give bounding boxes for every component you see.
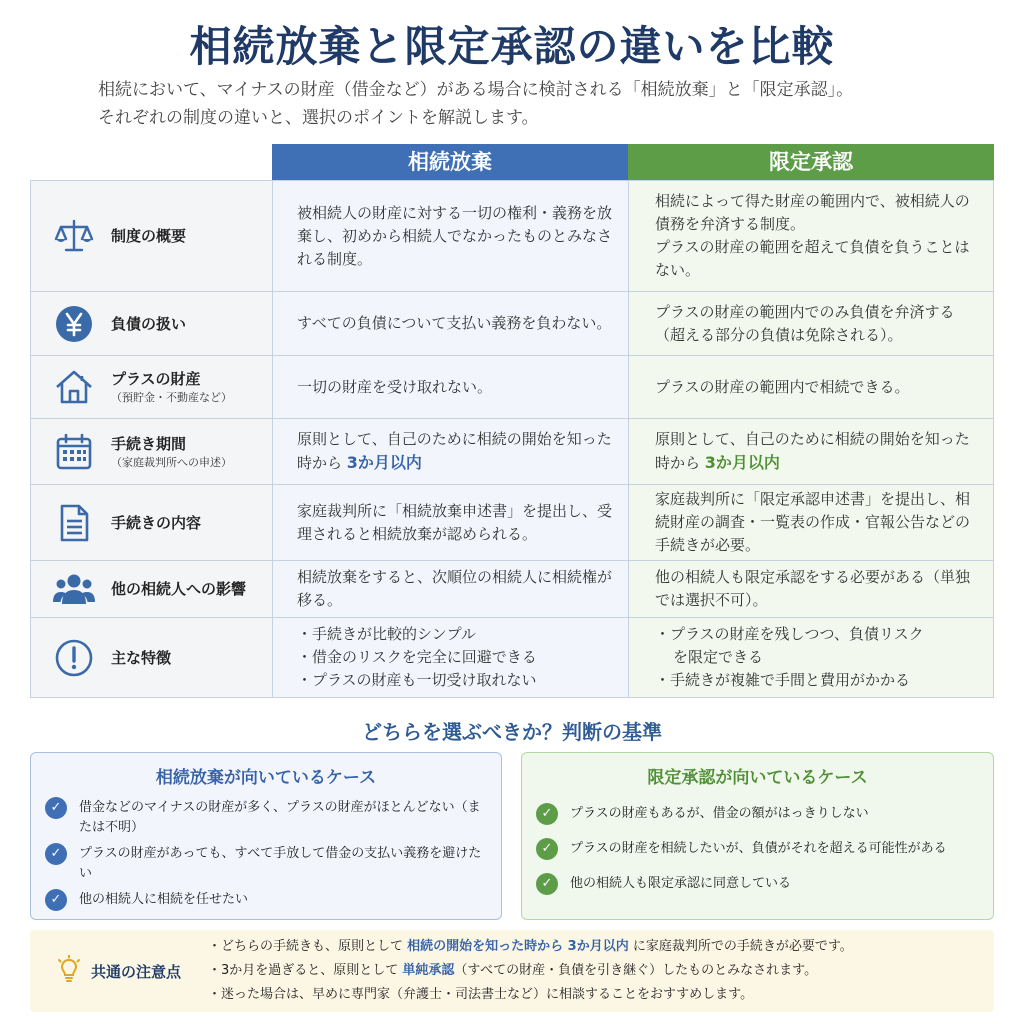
case-box-souzoku-houki (30, 752, 502, 920)
feature-item: ・手続きが比較的シンプル (297, 625, 477, 643)
cell-text: 相続によって得た財産の範囲内で、被相続人の債務を弁済する制度。 (655, 192, 970, 233)
case-list (522, 804, 993, 895)
row-label: 制度の概要 (111, 227, 187, 245)
feature-item: ・プラスの財産を残しつつ、負債リスク (655, 625, 924, 643)
calendar-icon (53, 431, 95, 473)
row-label-sub: （家庭裁判所への申述） (111, 455, 232, 469)
cell-souzoku-houki (273, 356, 629, 418)
check-icon: ✓ (45, 797, 67, 819)
list-item-text: 他の相続人も限定承認に同意している (570, 876, 792, 891)
cell-text: 被相続人の財産に対する一切の権利・義務を放棄し、初めから相続人でなかったものとみなされる制度。 (297, 203, 613, 268)
note-header (30, 955, 208, 987)
cell-text: 一切の財産を受け取れない。 (297, 377, 493, 396)
list-item (536, 839, 979, 860)
row-label: 他の相続人への影響 (111, 580, 247, 598)
cell-souzoku-houki (273, 181, 629, 291)
list-item-text: 借金などのマイナスの財産が多く、プラスの財産がほとんどない（または不明） (79, 800, 481, 835)
check-icon: ✓ (45, 843, 67, 865)
row-label: 主な特徴 (111, 648, 172, 667)
table-row (31, 418, 993, 484)
case-list (31, 798, 501, 911)
row-header (31, 419, 273, 484)
note-text: に家庭裁判所での手続きが必要です。 (628, 939, 853, 954)
list-item-text: プラスの財産もあるが、借金の額がはっきりしない (570, 806, 869, 821)
row-label: 手続きの内容 (111, 513, 202, 532)
list-item (536, 874, 979, 895)
house-icon (53, 366, 95, 408)
row-label: 負債の扱い (111, 314, 187, 333)
yen-icon (53, 303, 95, 345)
scales-icon (53, 215, 95, 257)
cell-souzoku-houki (273, 561, 629, 617)
row-label (111, 368, 232, 406)
column-header-gentei-shounin: 限定承認 (628, 144, 994, 180)
row-header (31, 485, 273, 560)
cell-text: プラスの財産の範囲内で相続できる。 (655, 377, 910, 396)
list-item (45, 890, 487, 911)
cell-gentei-shounin (629, 181, 993, 291)
note-text: ・3か月を過ぎると、原則として (208, 963, 403, 978)
common-notes-box (30, 930, 994, 1012)
cell-souzoku-houki (273, 485, 629, 560)
cell-text: 家庭裁判所に「限定承認申述書」を提出し、相続財産の調査・一覧表の作成・官報公告などの手続きが必要。 (655, 490, 971, 554)
row-label (111, 433, 232, 471)
people-icon (53, 568, 95, 610)
check-icon: ✓ (45, 889, 67, 911)
cell-gentei-shounin (629, 561, 993, 617)
row-header (31, 561, 273, 617)
list-item-text: プラスの財産があっても、すべて手放して借金の支払い義務を避けたい (79, 846, 482, 881)
note-text: ・どちらの手続きも、原則として (208, 939, 408, 954)
case-box-gentei-shounin (521, 752, 994, 920)
note-highlight: 相続の開始を知った時から 3か月以内 (407, 939, 629, 954)
cell-text-part: 原則として、自己のために相続の開始を知った時から (297, 430, 612, 472)
note-text: （すべての財産・負債を引き継ぐ）したものとみなされます。 (454, 963, 818, 978)
check-icon: ✓ (536, 803, 558, 825)
row-header (31, 292, 273, 355)
table-row (31, 617, 993, 697)
cell-gentei-shounin (629, 419, 993, 484)
cell-text: すべての負債について支払い義務を負わない。 (297, 314, 612, 332)
list-item-text: 他の相続人に相続を任せたい (79, 892, 249, 907)
deadline-highlight: 3か月以内 (346, 453, 422, 472)
table-row (31, 484, 993, 560)
deadline-highlight: 3か月以内 (704, 453, 780, 472)
note-label: 共通の注意点 (90, 962, 181, 981)
cell-gentei-shounin (629, 356, 993, 418)
feature-item: ・借金のリスクを完全に回避できる (297, 648, 537, 666)
case-title: 相続放棄が向いているケース (155, 768, 377, 788)
table-row (31, 560, 993, 617)
table-row (31, 355, 993, 418)
check-icon: ✓ (536, 873, 558, 895)
column-header-souzoku-houki: 相続放棄 (272, 144, 628, 180)
cell-text: プラスの財産の範囲を超えて負債を負うことはない。 (655, 238, 970, 279)
note-item (208, 959, 853, 983)
cell-text: プラスの財産の範囲内でのみ負債を弁済する（超える部分の負債は免除される）。 (655, 302, 955, 344)
note-highlight: 単純承認 (402, 963, 455, 978)
lightbulb-icon (57, 955, 81, 987)
page-title: 相続放棄と限定承認の違いを比較 (189, 22, 835, 71)
intro-line: それぞれの制度の違いと、選択のポイントを解説します。 (98, 108, 539, 128)
cell-gentei-shounin (629, 292, 993, 355)
exclamation-icon (53, 637, 95, 679)
note-item: ・迷った場合は、早めに専門家（弁護士・司法書士など）に相談することをおすすめします。 (208, 987, 754, 1002)
row-header (31, 181, 273, 291)
cell-text (297, 428, 614, 475)
table-row (31, 181, 993, 291)
cell-gentei-shounin (629, 618, 993, 697)
note-item (208, 935, 853, 959)
intro-line: 相続において、マイナスの財産（借金など）がある場合に検討される「相続放棄」と「限定承認」。 (98, 80, 854, 100)
cell-gentei-shounin (629, 485, 993, 560)
cell-souzoku-houki (273, 419, 629, 484)
feature-item: を限定できる (673, 648, 764, 666)
list-item (45, 844, 487, 884)
row-header (31, 618, 273, 697)
list-item-text: プラスの財産を相続したいが、負債がそれを超える可能性がある (570, 841, 947, 856)
row-header (31, 356, 273, 418)
note-list (208, 935, 853, 1007)
list-item (536, 804, 979, 825)
cell-text: 他の相続人も限定承認をする必要がある（単独では選択不可）。 (655, 568, 971, 609)
row-label-main: 手続き期間 (111, 434, 187, 453)
section-title: どちらを選ぶべきか？判断の基準 (362, 720, 662, 744)
table-row (31, 291, 993, 355)
cell-souzoku-houki (273, 292, 629, 355)
row-label-sub: （預貯金・不動産など） (111, 391, 232, 404)
list-item (45, 798, 487, 838)
feature-item: ・手続きが複雑で手間と費用がかかる (655, 671, 911, 689)
cell-text (655, 428, 981, 475)
feature-item: ・プラスの財産も一切受け取れない (297, 671, 537, 689)
document-icon (53, 502, 95, 544)
cell-text-part: 原則として、自己のために相続の開始を知った時から (655, 430, 970, 472)
row-label-main: プラスの財産 (111, 370, 201, 388)
comparison-table (30, 180, 994, 698)
cell-souzoku-houki (273, 618, 629, 697)
case-title: 限定承認が向いているケース (647, 768, 868, 788)
cell-text: 家庭裁判所に「相続放棄申述書」を提出し、受理されると相続放棄が認められる。 (297, 501, 613, 543)
check-icon: ✓ (536, 838, 558, 860)
cell-text: 相続放棄をすると、次順位の相続人に相続権が移る。 (297, 568, 613, 609)
intro-text (98, 76, 978, 132)
